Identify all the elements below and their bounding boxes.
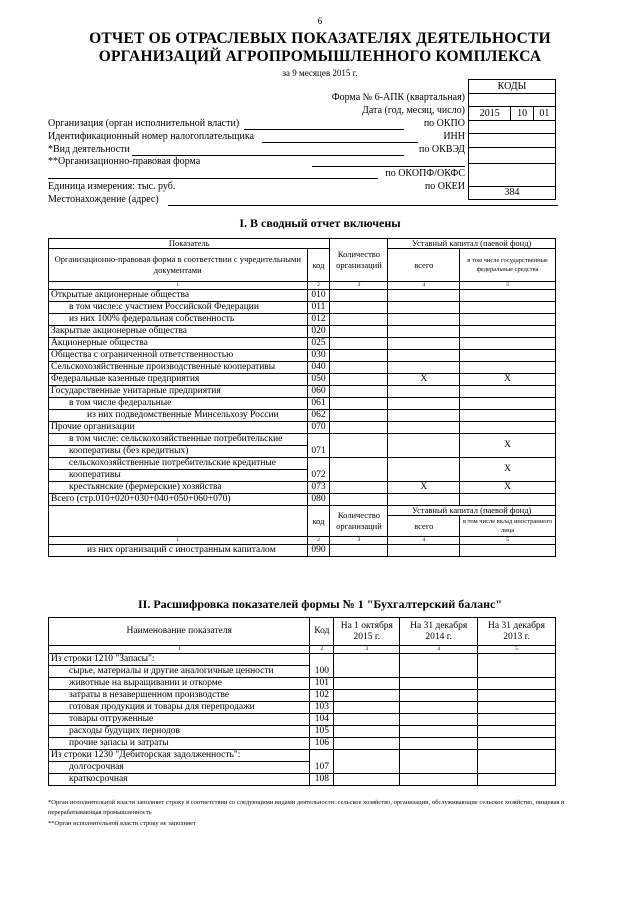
inn-label: ИНН xyxy=(443,131,465,142)
s2-row-label: товары отгруженные xyxy=(49,714,310,726)
inn-input-line[interactable] xyxy=(262,142,418,143)
okopf-label: по ОКОПФ/ОКФС xyxy=(385,168,465,179)
activity-label: *Вид деятельности xyxy=(48,144,130,155)
s2-cell[interactable] xyxy=(334,702,400,714)
table-row xyxy=(49,726,556,738)
date-month[interactable]: 10 xyxy=(511,107,533,121)
s2-row-label-108: краткосрочная xyxy=(49,774,310,786)
s1-row-count[interactable] xyxy=(330,338,388,350)
table-row xyxy=(49,314,556,326)
footnote-1: *Орган исполнительной власти заполняет строку в соответствии со следующими видами деятельности: сельское хозяйство, организации, обслуживающие сельское хозяйство, пищевая и перерабатывающая промышленность xyxy=(48,799,565,816)
s1-n3b: 3 xyxy=(330,537,388,545)
table-row xyxy=(49,386,556,398)
s1-row-count[interactable] xyxy=(330,326,388,338)
s1-total-label: Всего (стр.010+020+030+040+050+060+070) xyxy=(49,494,308,506)
s2-cell[interactable] xyxy=(400,690,478,702)
s2-cell[interactable] xyxy=(400,726,478,738)
s1-h-count: Количество организаций xyxy=(330,239,388,282)
s1-h2-blank xyxy=(49,506,308,537)
s1-n2: 2 xyxy=(307,282,330,290)
s2-cell[interactable] xyxy=(478,654,556,678)
s2-cell[interactable] xyxy=(400,774,478,786)
s1-farm-federal: X xyxy=(460,482,556,494)
table-row xyxy=(49,714,556,726)
s1-row-code: 061 xyxy=(307,398,330,410)
s1-coop-code: 071 xyxy=(307,434,330,458)
table-row xyxy=(49,326,556,338)
codes-table xyxy=(468,79,556,200)
s2-cell[interactable] xyxy=(334,714,400,726)
s2-row-code: 101 xyxy=(310,678,334,690)
s2-row-code-107: 107 xyxy=(310,750,334,774)
s1-row-federal[interactable] xyxy=(460,350,556,362)
s2-n4: 4 xyxy=(400,646,478,654)
s2-cell[interactable] xyxy=(478,726,556,738)
s1-row-federal[interactable] xyxy=(460,362,556,374)
date-label: Дата (год, месяц, число) xyxy=(362,105,465,116)
inn-id-label: Идентификационный номер налогоплательщика xyxy=(48,131,255,142)
s1-credit-count[interactable] xyxy=(330,458,388,482)
s2-row-label-first: сырье, материалы и другие аналогичные ценности xyxy=(49,666,310,678)
s2-cell[interactable] xyxy=(334,654,400,678)
s2-cell[interactable] xyxy=(400,738,478,750)
s1-row-total[interactable] xyxy=(388,362,460,374)
s1-row-code: 025 xyxy=(307,338,330,350)
s1-total-code: 080 xyxy=(307,494,330,506)
s1-row-total[interactable] xyxy=(388,410,460,422)
s1-row-federal[interactable] xyxy=(460,398,556,410)
footnote-2: **Орган исполнительной власти строку не заполняет xyxy=(48,820,196,827)
s1-total-count[interactable] xyxy=(330,494,388,506)
s1-h-code: код xyxy=(307,249,330,282)
s1-credit-label-line2: кооперативы xyxy=(49,470,308,482)
s1-row-federal[interactable] xyxy=(460,386,556,398)
s1-row-total[interactable] xyxy=(388,338,460,350)
s2-h-d2: На 31 декабря 2014 г. xyxy=(400,618,478,646)
org-label: Организация (орган исполнительной власти) xyxy=(48,118,240,129)
s1-row-code: 062 xyxy=(307,410,330,422)
s1-coop-label-line2: кооперативы (без кредитных) xyxy=(49,446,308,458)
s2-row-label: готовая продукция и товары для перепродажи xyxy=(49,702,310,714)
okved-code-cell[interactable] xyxy=(469,147,556,163)
s1-row-label: в том числе федеральные xyxy=(49,398,308,410)
s2-cell[interactable] xyxy=(400,714,478,726)
report-title-line2: ОРГАНИЗАЦИЙ АГРОПРОМЫШЛЕННОГО КОМПЛЕКСА xyxy=(98,48,542,65)
section1-table xyxy=(48,238,556,557)
s1-row-total[interactable] xyxy=(388,350,460,362)
table-row xyxy=(49,302,556,314)
okved-label: по ОКВЭД xyxy=(419,144,465,155)
s1-row-federal[interactable]: X xyxy=(460,374,556,386)
s1-h-federal: в том числе государственные федеральные средства xyxy=(460,249,556,282)
s1-total-federal[interactable] xyxy=(460,494,556,506)
s2-cell[interactable] xyxy=(400,750,478,774)
s1-row-code: 012 xyxy=(307,314,330,326)
table-row xyxy=(49,338,556,350)
s1-credit-total[interactable] xyxy=(388,458,460,482)
section2-title: II. Расшифровка показателей формы № 1 "Бухгалтерский баланс" xyxy=(138,597,502,611)
s1-row-label: из них подведомственные Минсельхозу России xyxy=(49,410,308,422)
s1-row-code: 011 xyxy=(307,302,330,314)
s2-n3: 3 xyxy=(334,646,400,654)
s2-cell[interactable] xyxy=(334,738,400,750)
s1-row-count[interactable] xyxy=(330,386,388,398)
s1-foreign-total[interactable] xyxy=(388,545,460,557)
s1-row-federal[interactable] xyxy=(460,422,556,434)
s1-foreign-code: 090 xyxy=(307,545,330,557)
table-row xyxy=(49,410,556,422)
s2-h-code: Код xyxy=(310,618,334,646)
table-row xyxy=(49,702,556,714)
s2-cell[interactable] xyxy=(334,690,400,702)
s1-coop-federal: X xyxy=(460,434,556,458)
s1-coop-total[interactable] xyxy=(388,434,460,458)
s1-row-total[interactable]: X xyxy=(388,374,460,386)
s1-row-total[interactable] xyxy=(388,314,460,326)
s2-h-d3: На 31 декабря 2013 г. xyxy=(478,618,556,646)
s2-row-label: прочие запасы и затраты xyxy=(49,738,310,750)
s1-row-code: 050 xyxy=(307,374,330,386)
s1-row-federal[interactable] xyxy=(460,302,556,314)
unit-label: Единица измерения: тыс. руб. xyxy=(48,181,176,192)
s1-row-label: Государственные унитарные предприятия xyxy=(49,386,308,398)
s1-h-total: всего xyxy=(388,249,460,282)
s2-cell[interactable] xyxy=(478,702,556,714)
s2-n1: 1 xyxy=(49,646,310,654)
location-input-line[interactable] xyxy=(168,205,558,206)
s1-row-label: Федеральные казенные предприятия xyxy=(49,374,308,386)
s2-group1-label: Из строки 1210 "Запасы": xyxy=(49,654,310,666)
s1-row-count[interactable] xyxy=(330,290,388,302)
s1-foreign-label: из них организаций с иностранным капиталом xyxy=(49,545,308,557)
s1-row-total[interactable] xyxy=(388,290,460,302)
okei-code-cell: 384 xyxy=(469,186,556,200)
s2-cell[interactable] xyxy=(478,738,556,750)
s2-row-code: 106 xyxy=(310,738,334,750)
s1-row-label: из них 100% федеральная собственность xyxy=(49,314,308,326)
table-row xyxy=(49,678,556,690)
report-title-line1: ОТЧЕТ ОБ ОТРАСЛЕВЫХ ПОКАЗАТЕЛЯХ ДЕЯТЕЛЬНОСТИ xyxy=(89,30,551,47)
s2-row-code: 103 xyxy=(310,702,334,714)
okpo-label: по ОКПО xyxy=(423,118,465,129)
page-number: 6 xyxy=(317,16,323,26)
s1-row-count[interactable] xyxy=(330,302,388,314)
s1-row-code: 060 xyxy=(307,386,330,398)
s1-h2-count: Количество организаций xyxy=(330,506,388,537)
s1-farm-count[interactable] xyxy=(330,482,388,494)
okpo-code-cell[interactable] xyxy=(469,120,556,134)
s2-row-label: затраты в незавершенном производстве xyxy=(49,690,310,702)
s2-row-code-first: 100 xyxy=(310,654,334,678)
s2-cell[interactable] xyxy=(400,678,478,690)
table-row xyxy=(49,690,556,702)
s1-row-count[interactable] xyxy=(330,374,388,386)
s1-credit-label-line1: сельскохозяйственные потребительские кредитные xyxy=(49,458,308,470)
s1-row-count[interactable] xyxy=(330,422,388,434)
location-label: Местонахождение (адрес) xyxy=(48,194,159,205)
s2-n2: 2 xyxy=(310,646,334,654)
s1-row-label: Общества с ограниченной ответственностью xyxy=(49,350,308,362)
s2-row-code: 102 xyxy=(310,690,334,702)
s1-n3: 3 xyxy=(330,282,388,290)
s1-row-federal[interactable] xyxy=(460,410,556,422)
s1-n2b: 2 xyxy=(307,537,330,545)
s1-coop-count[interactable] xyxy=(330,434,388,458)
s1-n1b: 1 xyxy=(49,537,308,545)
table-row xyxy=(49,374,556,386)
report-period: за 9 месяцев 2015 г. xyxy=(282,68,358,78)
s1-row-code: 010 xyxy=(307,290,330,302)
s1-row-label: Открытые акционерные общества xyxy=(49,290,308,302)
s1-foreign-foreign[interactable] xyxy=(460,545,556,557)
s1-h2-capital: Уставный капитал (паевой фонд) xyxy=(388,506,556,516)
okopf-code-cell[interactable] xyxy=(469,163,556,186)
s2-cell[interactable] xyxy=(334,726,400,738)
s2-h-name: Наименование показателя xyxy=(49,618,310,646)
s1-row-code: 020 xyxy=(307,326,330,338)
s1-row-count[interactable] xyxy=(330,350,388,362)
s1-h-indicator: Показатель xyxy=(49,239,330,249)
s1-row-federal[interactable] xyxy=(460,290,556,302)
s1-n4b: 4 xyxy=(388,537,460,545)
section2-table xyxy=(48,617,556,786)
table-row xyxy=(49,350,556,362)
s1-h-legal-form: Организационно-правовая форма в соответствии с учредительными документами xyxy=(49,249,308,282)
s1-farm-total: X xyxy=(388,482,460,494)
s1-row-label: в том числе:с участием Российской Федерации xyxy=(49,302,308,314)
s1-foreign-count[interactable] xyxy=(330,545,388,557)
inn-code-cell[interactable] xyxy=(469,134,556,148)
s1-row-federal[interactable] xyxy=(460,314,556,326)
s1-row-code: 030 xyxy=(307,350,330,362)
s2-cell[interactable] xyxy=(334,774,400,786)
s1-farm-label: крестьянские (фермерские) хозяйства xyxy=(49,482,308,494)
date-day[interactable]: 01 xyxy=(533,107,555,121)
s1-row-federal[interactable] xyxy=(460,326,556,338)
s2-h-d1: На 1 октября 2015 г. xyxy=(334,618,400,646)
s1-n1: 1 xyxy=(49,282,308,290)
table-row xyxy=(49,738,556,750)
s2-cell[interactable] xyxy=(478,690,556,702)
s2-cell[interactable] xyxy=(400,654,478,678)
s2-row-code-108: 108 xyxy=(310,774,334,786)
s1-row-label: Прочие организации xyxy=(49,422,308,434)
s1-h-capital: Уставный капитал (паевой фонд) xyxy=(388,239,556,249)
legal-form-line-2[interactable] xyxy=(48,178,378,179)
s1-row-federal[interactable] xyxy=(460,338,556,350)
s2-row-code: 104 xyxy=(310,714,334,726)
section1-title: I. В сводный отчет включены xyxy=(239,216,401,230)
s2-cell[interactable] xyxy=(478,774,556,786)
s1-row-total[interactable] xyxy=(388,302,460,314)
s1-row-total[interactable] xyxy=(388,326,460,338)
s1-row-code: 040 xyxy=(307,362,330,374)
form-code-cell[interactable] xyxy=(469,93,556,107)
s1-credit-federal: X xyxy=(460,458,556,482)
table-row xyxy=(49,422,556,434)
s2-row-label-107: долгосрочная xyxy=(49,762,310,774)
s2-cell[interactable] xyxy=(478,750,556,774)
okei-label: по ОКЕИ xyxy=(424,181,465,192)
s1-n5: 5 xyxy=(460,282,556,290)
s1-row-count[interactable] xyxy=(330,398,388,410)
s1-row-label: Закрытые акционерные общества xyxy=(49,326,308,338)
s2-cell[interactable] xyxy=(334,750,400,774)
s2-row-code: 105 xyxy=(310,726,334,738)
s1-row-label: Сельскохозяйственные производственные кооперативы xyxy=(49,362,308,374)
s1-credit-code: 072 xyxy=(307,458,330,482)
s1-farm-code: 073 xyxy=(307,482,330,494)
s1-row-count[interactable] xyxy=(330,314,388,326)
legal-form-line-1[interactable] xyxy=(312,166,465,167)
s2-cell[interactable] xyxy=(334,678,400,690)
s2-n5: 5 xyxy=(478,646,556,654)
s2-row-label: животные на выращивании и откорме xyxy=(49,678,310,690)
s1-row-total[interactable] xyxy=(388,398,460,410)
org-input-line[interactable] xyxy=(244,129,404,130)
s1-h2-total: всего xyxy=(388,516,460,537)
s2-group2-label: Из строки 1230 "Дебиторская задолженность": xyxy=(49,750,310,762)
table-row xyxy=(49,290,556,302)
date-year[interactable]: 2015 xyxy=(469,107,511,121)
s1-total-total[interactable] xyxy=(388,494,460,506)
s2-cell[interactable] xyxy=(400,702,478,714)
form-label: Форма № 6-АПК (квартальная) xyxy=(331,92,465,103)
codes-header: КОДЫ xyxy=(469,80,556,94)
s2-row-label: расходы будущих периодов xyxy=(49,726,310,738)
s1-row-count[interactable] xyxy=(330,410,388,422)
legal-form-label: **Организационно-правовая форма xyxy=(48,156,201,167)
table-row xyxy=(49,362,556,374)
s2-cell[interactable] xyxy=(478,678,556,690)
s1-h2-foreign: в том числе вклад иностранного лица xyxy=(460,516,556,537)
s1-coop-label-line1: в том числе: сельскохозяйственные потребительские xyxy=(49,434,308,446)
s1-n4: 4 xyxy=(388,282,460,290)
s1-n5b: 5 xyxy=(460,537,556,545)
s1-row-total[interactable] xyxy=(388,386,460,398)
s1-row-total[interactable] xyxy=(388,422,460,434)
s1-h2-code: код xyxy=(307,506,330,537)
s1-row-label: Акционерные общества xyxy=(49,338,308,350)
s1-row-code: 070 xyxy=(307,422,330,434)
table-row xyxy=(49,398,556,410)
s2-cell[interactable] xyxy=(478,714,556,726)
s1-row-count[interactable] xyxy=(330,362,388,374)
